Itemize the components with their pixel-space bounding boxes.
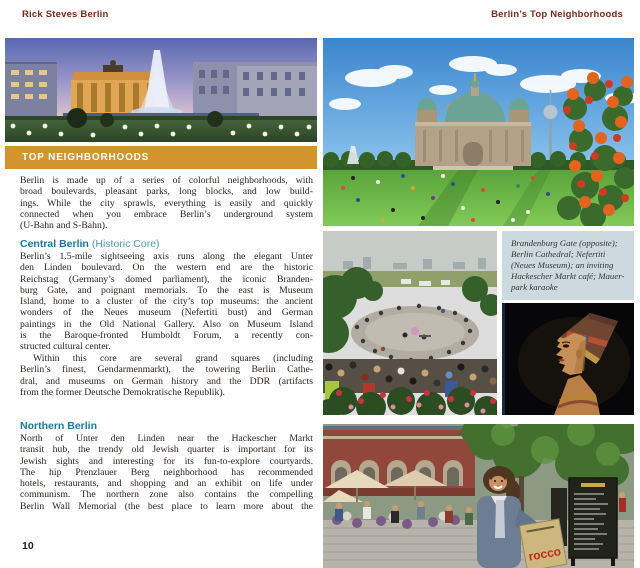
brandenburg-gate-illustration [5,38,317,142]
caption-line: Berlin Cathedral; Nefertiti [511,248,606,259]
body-text-line: Island, home to a cluster of the city’s top museums: the ancient [20,296,313,308]
caption-line: (Neues Museum); an inviting [511,259,614,270]
caption-line: park karaoke [511,281,558,292]
caption-line: Hackescher Markt café; Mauer- [511,270,625,281]
body-text-line: dral, and museums on German history and the DDR (artifacts [20,375,313,387]
body-text-line: Berlin is made up of a series of colorful neighborhoods, with [20,175,313,186]
body-text-line: transit hub, the trendy old Jewish quarter is important for its [20,444,313,456]
nefertiti-illustration [502,303,634,415]
section-title: Central Berlin [20,238,89,250]
body-text-line: Berlin’s 1.5-mile sightseeing axis runs along the elegant Unter [20,251,313,262]
body-text-line: paintings in the Old National Gallery. Also on Museum Island [20,318,313,330]
cafe-illustration [323,424,634,568]
body-text-line: structed cultural center. [20,341,111,353]
northern-berlin-paragraph [20,433,313,512]
berlin-cathedral-photo [323,38,634,226]
intro-paragraph [20,175,313,231]
section-banner [5,146,317,169]
chalkboard-menu-sign [569,478,617,566]
body-text-line: Jewish sights and interesting for its fun-to-explore courtyards. [20,455,313,467]
central-berlin-paragraph-1 [20,251,313,353]
caption-line: Brandenburg Gate (opposite); [511,238,618,248]
berlin-cathedral-illustration [323,38,634,226]
section-banner-label: TOP NEIGHBORHOODS [22,152,150,163]
section-title: Northern Berlin [20,420,98,432]
mauerpark-illustration [323,231,497,415]
body-text-line: connected when you embrace Berlin’s underground system [20,208,313,220]
body-text-line: The hip Prenzlauer Berg neighborhood has recommended [20,466,313,478]
body-text-line: Berlin’s finest, Gendarmenmarkt), the towering Berlin Cathe- [20,364,313,376]
body-text-line: broad boulevards, pleasant parks, long blocks, and low build- [20,186,313,198]
page-number: 10 [22,540,34,552]
body-text-line: North of Unter den Linden near the Hackescher Markt [20,433,313,444]
central-berlin-paragraph-2 [20,353,313,398]
body-text-line: den Linden boulevard. On the western end are the historic [20,262,313,274]
nefertiti-bust-photo [502,303,634,415]
brandenburg-gate-photo [5,38,317,142]
rocco-menu-text: rocco [527,544,563,564]
body-text-line: burg Gate, and poignant memorials. To the east is Museum [20,284,313,296]
body-text-line: wonders of the Neues museum (Nefertiti bust) and German [20,307,313,319]
body-text-line: (U-Bahn and S-Bahn). [20,220,108,232]
body-text-line: ings. While the city sprawls, everything is easily and quickly [20,197,313,209]
section-subtitle: (Historic Core) [91,238,160,250]
body-text-line: Reichstag (Germany’s domed parliament), the iconic Branden- [20,273,313,285]
running-header-left: Rick Steves Berlin [22,9,109,20]
hackescher-markt-cafe-photo [323,424,634,568]
body-text-line: Berlin Wall Memorial (the best place to learn more about the [20,500,313,512]
mauerpark-karaoke-photo [323,231,497,415]
body-text-line: hotels, restaurants, and shopping and an exhibit on life under [20,478,313,490]
photo-caption-box [502,231,634,300]
body-text-line: communism. The northern zone also contains the compelling [20,489,313,501]
body-text-line: Within this core are several grand squares (including [33,353,313,364]
body-text-line: is the Baroque-fronted Humboldt Forum, a recently con- [20,330,313,342]
body-text-line: from the former Deutsche Demokratische Republik). [20,386,225,398]
section-heading-northern-berlin [20,420,97,432]
running-header-right: Berlin’s Top Neighborhoods [491,9,623,20]
section-heading-central-berlin [20,238,160,250]
